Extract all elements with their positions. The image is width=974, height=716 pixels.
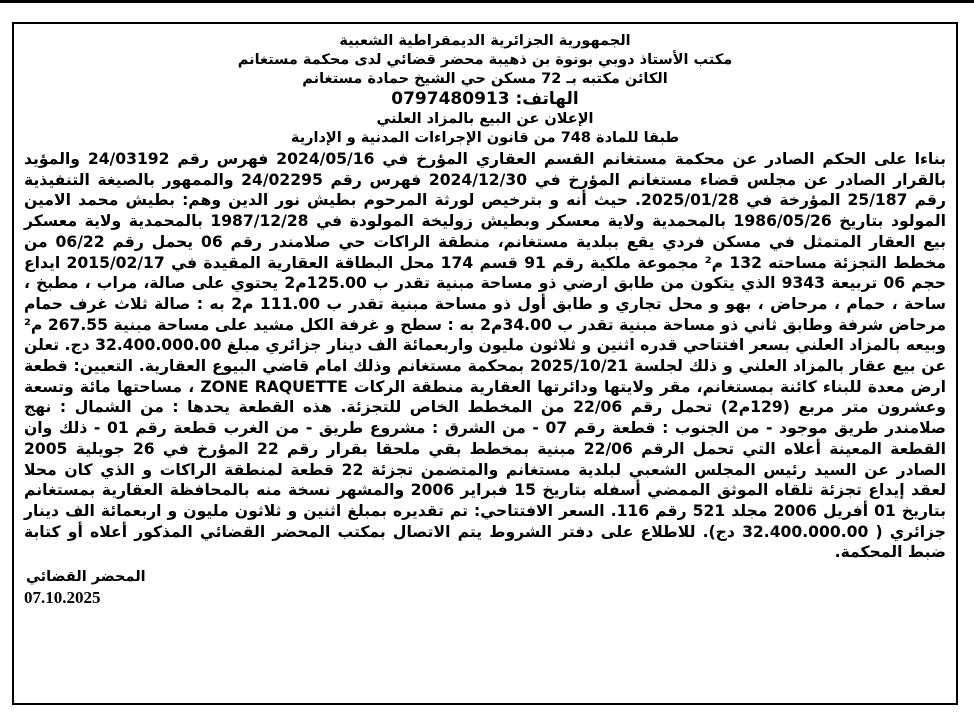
header-announcement: الإعلان عن البيع بالمزاد العلني [376,111,594,127]
notice-body: بناءا على الحكم الصادر عن محكمة مستغانم القسم العقاري المؤرخ في 2024/05/16 فهرس رقم 24/03192 والمؤيد بالقرار الصادر عن مجلس قضاء مستغانم المؤرخ في 2024/12/30 فهرس رقم 24/02295 والممهور بالصيغة التنفيذية رقم 25/187 المؤرخة في 2025/01/28. حيث أنه و بترخيص لورثة المرحوم بطيش نور الدين وهم: بطيش محمد الامين المولود بتاريخ 1986/05/26 بالمحمدية ولاية معسكر وبطيش زوليخة المولودة في 1987/12/28 بالمحمدية ولاية معسكر بيع العقار المتمثل في مسكن فردي يقع ببلدية مستغانم، منطقة الراكات حي صلامندر رقم 06 يحمل رقم 06/22 من مخطط التجزئة مساحته 132 م² مجموعة ملكية رقم 91 قسم 174 محل البطاقة العقارية المقيدة في 2015/02/17 ايداع حجم 06 تربيعة 9343 الذي يتكون من طابق ارضي ذو مساحة مبنية تقدر ب 125.00م2 يحتوي على صالة، مراب ، مطبخ ، ساحة ، حمام ، مرحاض ، بهو و محل تجاري و طابق أول ذو مساحة مبنية تقدر ب 111.00 م2 به : صالة ثلاث غرف حمام مرحاض شرفة وطابق ثاني ذو مساحة مبنية تقدر ب 34.00م2 به : سطح و غرفة الكل مشيد على مساحة مبنية 267.55 م² وبيعه بالمزاد العلني بسعر افتتاحي قدره اثنين و ثلاثون مليون واربعمائة الف دينار جزائري مبلغ 32.400.000.00 دج. تعلن عن بيع عقار بالمزاد العلني و ذلك لجلسة 2025/10/21 بمحكمة مستغانم وذلك امام قاضي البيوع العقارية. التعيين: قطعة ارض معدة للبناء كائنة بمستغانم، مقر ولايتها ودائرتها العقارية منطقة الركات ZONE RAQUETTE ، مساحتها مائة وتسعة وعشرون متر مربع (129م2) تحمل رقم 22/06 من المخطط الخاص للتجزئة. هذه القطعة يحدها : من الشمال : نهج صلامندر طريق موجود - من الجنوب : قطعة رقم 07 - من الشرق : مشروع طريق - من الغرب قطعة رقم 01 - ذلك وان القطعة المعينة أعلاه التي تحمل الرقم 22/06 مبنية بمخطط بقي ملحقا بقرار رقم 22 المؤرخ في 26 جويلية 2005 الصادر عن السيد رئيس المجلس الشعبي لبلدية مستغانم والمتضمن تجزئة 22 قطعة لمنطقة الراكات و الذي كان محلا لعقد إيداع تجزئة تلقاه الموثق الممضي أسفله بتاريخ 15 فبراير 2006 والمشهر نسخة منه بالمحافظة العقارية بمستغانم بتاريخ 01 أفريل 2006 مجلد 521 رقم 116. السعر الافتتاحي: تم تقديره بمبلغ اثنين و ثلاثون مليون و اربعمائة الف دينار جزائري ( 32.400.000.00 دج). للاطلاع على دفتر الشروط يتم الاتصال بمكتب المحضر القضائي المذكور أعلاه أو كتابة ضبط المحكمة. [24,150,947,562]
header-legal-basis: طبقا للمادة 748 من قانون الإجراءات المدنية و الإدارية [290,130,680,146]
header-phone: الهاتف: 0797480913 [391,89,579,109]
signature-date: 07.10.2025 [24,588,101,608]
notice-header [24,32,946,148]
signature-block [24,567,946,609]
signature-title: المحضر القضائي [26,569,146,586]
header-office: مكتب الأستاذ دوبي بونوة بن ذهيبة محضر قضائي لدى محكمة مستغانم [237,52,733,68]
top-rule [0,0,974,3]
header-republic: الجمهورية الجزائرية الديمقراطية الشعبية [339,33,631,49]
notice-frame [12,22,958,705]
header-address: الكائن مكتبه بـ 72 مسكن حي الشيخ حمادة مستغانم [302,71,668,87]
